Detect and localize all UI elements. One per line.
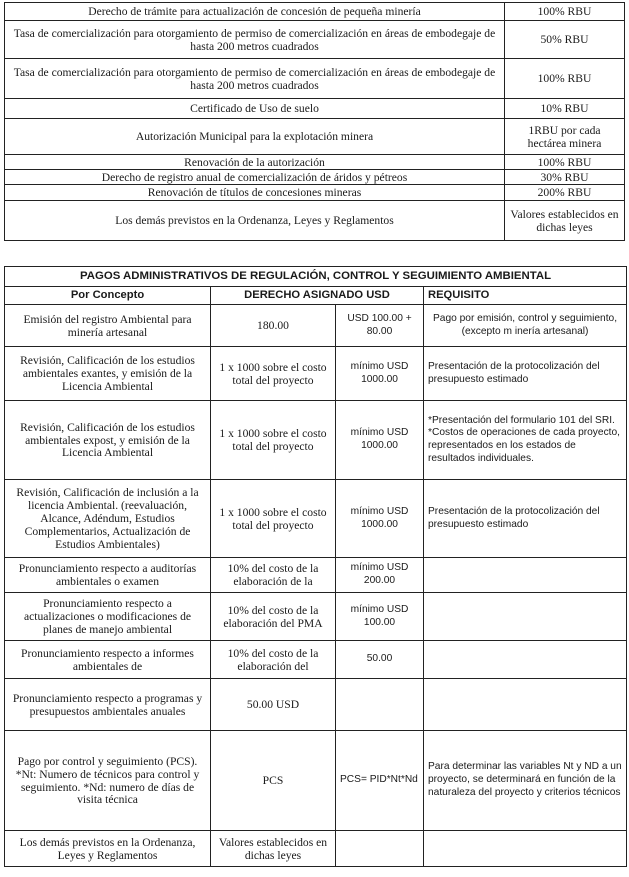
minimum-cell: PCS= PID*Nt*Nd [336, 731, 424, 831]
minimum-cell [336, 831, 424, 867]
value-cell: 100% RBU [505, 3, 625, 21]
table-row [5, 831, 627, 867]
table-row [5, 480, 627, 558]
concept-cell: Revisión, Calificación de los estudios ambientales expost, y emisión de la Licencia Ambiental [5, 401, 211, 480]
table-row [5, 201, 625, 241]
concept-cell: Revisión, Calificación de los estudios ambientales exantes, y emisión de la Licencia Ambiental [5, 347, 211, 401]
right-cell: PCS [211, 731, 336, 831]
minimum-cell: mínimo USD 1000.00 [336, 347, 424, 401]
table-title-row [5, 267, 627, 287]
table-row [5, 59, 625, 99]
requirement-cell [424, 831, 627, 867]
environmental-fees-table [4, 266, 627, 867]
minimum-cell: USD 100.00 + 80.00 [336, 305, 424, 347]
concept-cell: Tasa de comercialización para otorgamiento de permiso de comercialización en áreas de embodegaje de hasta 200 metros cuadrados [5, 59, 505, 99]
right-cell: 50.00 USD [211, 679, 336, 731]
mining-fees-table [4, 2, 625, 241]
table-header-row [5, 287, 627, 305]
concept-cell: Certificado de Uso de suelo [5, 99, 505, 119]
table-row [5, 593, 627, 641]
concept-cell: Derecho de trámite para actualización de concesión de pequeña minería [5, 3, 505, 21]
right-cell: 1 x 1000 sobre el costo total del proyecto [211, 480, 336, 558]
table-row [5, 401, 627, 480]
concept-cell: Revisión, Calificación de inclusión a la licencia Ambiental. (reevaluación, Alcance, Adéndum, Estudios Complementarios, Actualización de Estudios Ambientales) [5, 480, 211, 558]
minimum-cell: mínimo USD 100.00 [336, 593, 424, 641]
header-concept: Por Concepto [5, 287, 211, 305]
value-cell: 200% RBU [505, 185, 625, 201]
concept-cell: Pago por control y seguimiento (PCS). *Nt: Numero de técnicos para control y seguimiento. *Nd: numero de días de visita técnica [5, 731, 211, 831]
value-cell: Valores establecidos en dichas leyes [505, 201, 625, 241]
requirement-cell: Pago por emisión, control y seguimiento, (excepto m inería artesanal) [424, 305, 627, 347]
minimum-cell: mínimo USD 200.00 [336, 558, 424, 593]
minimum-cell: mínimo USD 1000.00 [336, 401, 424, 480]
concept-cell: Pronunciamiento respecto a actualizaciones o modificaciones de planes de manejo ambiental [5, 593, 211, 641]
table-row [5, 155, 625, 170]
minimum-cell: 50.00 [336, 641, 424, 679]
value-cell: 100% RBU [505, 59, 625, 99]
table-row [5, 185, 625, 201]
minimum-cell: mínimo USD 1000.00 [336, 480, 424, 558]
right-cell: 10% del costo de la elaboración del PMA [211, 593, 336, 641]
concept-cell: Los demás previstos en la Ordenanza, Leyes y Reglamentos [5, 201, 505, 241]
requirement-cell: Presentación de la protocolización del presupuesto estimado [424, 347, 627, 401]
value-cell: 10% RBU [505, 99, 625, 119]
concept-cell: Los demás previstos en la Ordenanza, Leyes y Reglamentos [5, 831, 211, 867]
table-row [5, 558, 627, 593]
table-row [5, 347, 627, 401]
concept-cell: Renovación de títulos de concesiones mineras [5, 185, 505, 201]
right-cell: 1 x 1000 sobre el costo total del proyecto [211, 401, 336, 480]
table-row [5, 731, 627, 831]
header-right: DERECHO ASIGNADO USD [211, 287, 424, 305]
table-row [5, 679, 627, 731]
requirement-cell: Presentación de la protocolización del presupuesto estimado [424, 480, 627, 558]
requirement-cell [424, 558, 627, 593]
concept-cell: Tasa de comercialización para otorgamiento de permiso de comercialización en áreas de embodegaje de hasta 200 metros cuadrados [5, 21, 505, 59]
value-cell: 50% RBU [505, 21, 625, 59]
table-row [5, 305, 627, 347]
concept-cell: Renovación de la autorización [5, 155, 505, 170]
right-cell: 10% del costo de la elaboración del [211, 641, 336, 679]
right-cell: 10% del costo de la elaboración de la [211, 558, 336, 593]
table-row [5, 641, 627, 679]
value-cell: 30% RBU [505, 170, 625, 185]
concept-cell: Pronunciamiento respecto a programas y presupuestos ambientales anuales [5, 679, 211, 731]
concept-cell: Emisión del registro Ambiental para minería artesanal [5, 305, 211, 347]
table-row [5, 99, 625, 119]
right-cell: 1 x 1000 sobre el costo total del proyecto [211, 347, 336, 401]
value-cell: 100% RBU [505, 155, 625, 170]
table-row [5, 119, 625, 155]
requirement-cell: *Presentación del formulario 101 del SRI. *Costos de operaciones de cada proyecto, representados en los estados de resultados individuales. [424, 401, 627, 480]
table-row [5, 3, 625, 21]
requirement-cell [424, 679, 627, 731]
table-row [5, 170, 625, 185]
right-cell: Valores establecidos en dichas leyes [211, 831, 336, 867]
concept-cell: Autorización Municipal para la explotación minera [5, 119, 505, 155]
requirement-cell [424, 641, 627, 679]
concept-cell: Pronunciamiento respecto a auditorías ambientales o examen [5, 558, 211, 593]
header-requirement: REQUISITO [424, 287, 627, 305]
value-cell: 1RBU por cada hectárea minera [505, 119, 625, 155]
minimum-cell [336, 679, 424, 731]
requirement-cell [424, 593, 627, 641]
table-row [5, 21, 625, 59]
table-title: PAGOS ADMINISTRATIVOS DE REGULACIÓN, CONTROL Y SEGUIMIENTO AMBIENTAL [5, 267, 627, 287]
right-cell: 180.00 [211, 305, 336, 347]
concept-cell: Pronunciamiento respecto a informes ambientales de [5, 641, 211, 679]
concept-cell: Derecho de registro anual de comercialización de áridos y pétreos [5, 170, 505, 185]
requirement-cell: Para determinar las variables Nt y ND a un proyecto, se determinará en función de la naturaleza del proyecto y criterios técnicos [424, 731, 627, 831]
